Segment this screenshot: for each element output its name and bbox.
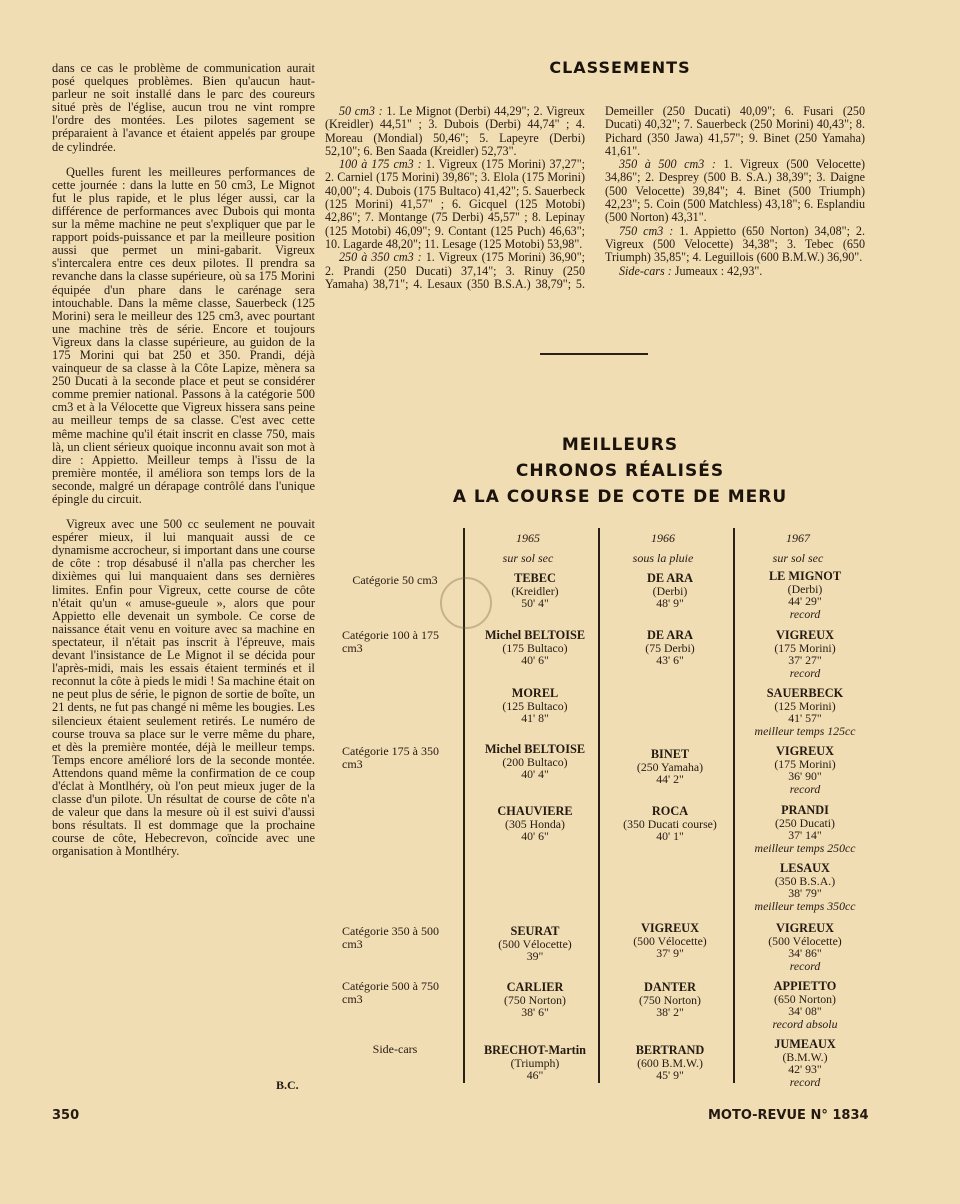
rider-name: BERTRAND bbox=[635, 1043, 705, 1057]
rider-machine: (350 Ducati course) bbox=[623, 816, 717, 831]
rider-name: BRECHOT-Martin bbox=[483, 1043, 587, 1057]
rider-machine: (500 Vélocette) bbox=[498, 936, 572, 951]
record-cell bbox=[736, 687, 874, 737]
rider-name: VIGREUX bbox=[640, 921, 700, 935]
article-text-column bbox=[52, 62, 315, 871]
record-cell bbox=[736, 980, 874, 1030]
rider-machine: (B.M.W.) bbox=[782, 1049, 828, 1064]
classement-entry bbox=[325, 158, 585, 251]
rider-time: 40' 1" bbox=[656, 829, 684, 843]
classement-category: 50 cm3 : bbox=[339, 104, 383, 118]
rider-name: Michel BELTOISE bbox=[484, 628, 586, 642]
record-cell bbox=[466, 1044, 604, 1082]
rider-name: SAUERBECK bbox=[766, 686, 844, 700]
chronos-heading-line: CHRONOS RÉALISÉS bbox=[515, 461, 725, 481]
classement-category: 350 à 500 cm3 : bbox=[619, 157, 716, 172]
chronos-heading bbox=[340, 432, 900, 510]
rider-note: meilleur temps 125cc bbox=[754, 723, 856, 738]
rider-name: DE ARA bbox=[646, 628, 694, 642]
rider-name: CHAUVIERE bbox=[497, 804, 573, 818]
rider-name: TEBEC bbox=[514, 571, 556, 585]
classement-category: 100 à 175 cm3 : bbox=[339, 157, 422, 172]
chronos-heading-line: A LA COURSE DE COTE DE MERU bbox=[452, 487, 788, 507]
rider-time: 40' 4" bbox=[521, 767, 549, 781]
rider-machine: (350 B.S.A.) bbox=[774, 873, 836, 888]
rider-machine: (175 Bultaco) bbox=[502, 640, 568, 655]
column-header-1966 bbox=[593, 528, 733, 568]
rider-name: APPIETTO bbox=[773, 979, 837, 993]
classement-results: 1. Appietto (650 Norton) 34,08"; 2. Vigreux (500 Velocette) 34,38"; 3. Tebec (650 Triumph) 35,85"; 4. Leguillois (600 B.M.W.) 36,90". bbox=[605, 223, 865, 265]
rider-note: record bbox=[789, 665, 821, 680]
rider-note: record bbox=[789, 606, 821, 621]
column-condition: sous la pluie bbox=[632, 551, 694, 565]
rider-time: 44' 2" bbox=[656, 772, 684, 786]
record-cell bbox=[466, 687, 604, 725]
classements-text bbox=[325, 105, 865, 291]
rider-machine: (600 B.M.W.) bbox=[637, 1055, 703, 1070]
rider-machine: (750 Norton) bbox=[504, 992, 566, 1007]
record-cell bbox=[736, 570, 874, 620]
rider-machine: (75 Derbi) bbox=[645, 640, 695, 655]
category-label: Catégorie 350 à 500 cm3 bbox=[342, 924, 439, 951]
record-cell bbox=[601, 572, 739, 610]
rider-machine: (200 Bultaco) bbox=[502, 754, 568, 769]
rider-machine: (650 Norton) bbox=[774, 991, 836, 1006]
rider-time: 43' 6" bbox=[656, 653, 684, 667]
rider-name: SEURAT bbox=[510, 924, 560, 938]
record-cell bbox=[466, 743, 604, 781]
rider-name: JUMEAUX bbox=[774, 1037, 836, 1051]
record-cell bbox=[601, 805, 739, 843]
rider-time: 48' 9" bbox=[656, 596, 684, 610]
rider-machine: (Kreidler) bbox=[511, 583, 559, 598]
classement-results: 1. Vigreux (500 Velocette) 34,86"; 2. Desprey (500 B. S.A.) 38,39"; 3. Daigne (500 Velocette) 39,84"; 4. Binet (500 Triumph) 42,23"; 5. Coin (500 Matchless) 43,18"; 6. Esplandiu (500 Norton) 43,31". bbox=[605, 157, 865, 225]
rider-time: 46" bbox=[526, 1068, 544, 1082]
record-cell bbox=[601, 748, 739, 786]
rider-time: 40' 6" bbox=[521, 653, 549, 667]
classement-results: 1. Vigreux (175 Morini) 36,90"; 2. Prandi (250 Ducati) 37,14"; 3. Rinuy (250 Yamaha) 38,71"; 4. Lesaux (350 B.S.A.) 38,79"; 5. Demeiller (250 Ducati) 40,09"; 6. Fusari (250 Ducati) 40,32"; 7. Sauerbeck (250 Morini) 40,43"; 8. Pichard (350 Jawa) 41,57"; 9. Binet (250 Yamaha) 41,61". bbox=[325, 104, 865, 291]
classement-entry bbox=[605, 225, 865, 265]
column-year: 1967 bbox=[786, 531, 810, 545]
rider-name: MOREL bbox=[511, 686, 559, 700]
column-header-1965 bbox=[458, 528, 598, 568]
rider-name: DANTER bbox=[644, 980, 696, 994]
rider-time: 41' 57" bbox=[788, 711, 822, 725]
column-condition: sur sol sec bbox=[502, 551, 554, 565]
rider-note: meilleur temps 250cc bbox=[754, 840, 856, 855]
rider-machine: (750 Norton) bbox=[639, 992, 701, 1007]
rider-time: 38' 79" bbox=[788, 886, 822, 900]
rider-machine: (Derbi) bbox=[787, 581, 823, 596]
section-divider bbox=[540, 353, 648, 355]
category-label: Catégorie 175 à 350 cm3 bbox=[342, 744, 439, 771]
rider-time: 44' 29" bbox=[788, 594, 822, 608]
category-label: Side-cars bbox=[372, 1042, 418, 1056]
category-label: Catégorie 50 cm3 bbox=[352, 573, 438, 587]
rider-time: 37' 27" bbox=[788, 653, 822, 667]
rider-name: CARLIER bbox=[506, 980, 564, 994]
rider-machine: (Triumph) bbox=[510, 1055, 560, 1070]
rider-machine: (500 Vélocette) bbox=[633, 933, 707, 948]
page-number: 350 bbox=[52, 1108, 80, 1123]
column-header-1967 bbox=[728, 528, 868, 568]
rider-machine: (250 Yamaha) bbox=[636, 759, 704, 774]
record-cell bbox=[466, 805, 604, 843]
article-paragraph: Quelles furent les meilleures performances de cette journée : dans la lutte en 50 cm3, Le Mignot fut le plus rapide, et le plus léger aussi, car la différence de performances avec Dubois qui monta sur la même machine ne peut s'expliquer que par le rapport poids-puissance et par la meilleure position aussi que permet un mini-gabarit. Vigreux s'intercalera entre ces deux pilotes. Il prendra sa revanche dans la classe supérieure, où sa 175 Morini équipée d'un phare dans le carénage sera intouchable. Dans la même classe, Sauerbeck (125 Morini) sera le meilleur des 125 cm3, avec pourtant une machine très de série. Encore et toujours Vigreux dans la classe supérieure, au guidon de la 175 Morini qui bat 250 et 350. Prandi, déjà vainqueur de sa classe à la Côte Lapize, mènera sa 250 Ducati à la seconde place et peut se considérer comme premier national. Passons à la catégorie 500 cm3 et à la Vélocette que Vigreux hissera sans peine au meilleur temps de sa classe. C'est avec cette même machine qu'il était inscrit en classe 750, mais là, un client sérieux quoique inconnu avait son mot à dire : Appietto. Meilleur temps à l'issu de la première montée, il améliora son temps lors de la seconde, malgré un dérapage contrôlé dans l'unique épingle du circuit. bbox=[52, 164, 315, 506]
classement-category: 250 à 350 cm3 : bbox=[339, 250, 422, 265]
rider-time: 42' 93" bbox=[788, 1062, 822, 1076]
rider-name: DE ARA bbox=[646, 571, 694, 585]
rider-note: record bbox=[789, 781, 821, 796]
rider-name: VIGREUX bbox=[775, 744, 835, 758]
record-cell bbox=[466, 925, 604, 963]
rider-time: 38' 6" bbox=[521, 1005, 549, 1019]
rider-name: Michel BELTOISE bbox=[484, 742, 586, 756]
classement-category: Side-cars : bbox=[619, 263, 672, 278]
rider-time: 45' 9" bbox=[656, 1068, 684, 1082]
classement-entry bbox=[325, 105, 585, 158]
rider-time: 50' 4" bbox=[521, 596, 549, 610]
rider-name: LESAUX bbox=[780, 861, 830, 875]
record-cell bbox=[466, 629, 604, 667]
classement-results: Jumeaux : 42,93". bbox=[671, 263, 763, 278]
rider-time: 36' 90" bbox=[788, 769, 822, 783]
record-cell bbox=[466, 981, 604, 1019]
rider-time: 39" bbox=[526, 949, 544, 963]
rider-time: 40' 6" bbox=[521, 829, 549, 843]
classement-entry bbox=[605, 265, 865, 278]
rider-time: 34' 08" bbox=[788, 1004, 822, 1018]
record-cell bbox=[736, 862, 874, 912]
category-label: Catégorie 500 à 750 cm3 bbox=[342, 979, 439, 1006]
rider-machine: (305 Honda) bbox=[505, 816, 565, 831]
rider-note: record absolu bbox=[772, 1016, 838, 1031]
classements-heading: CLASSEMENTS bbox=[549, 58, 691, 77]
rider-time: 37' 14" bbox=[788, 828, 822, 842]
chronos-heading-line: MEILLEURS bbox=[561, 435, 679, 455]
classement-results: 1. Vigreux (175 Morini) 37,27"; 2. Carniel (175 Morini) 39,86"; 3. Elola (175 Morini) 40,00"; 4. Dubois (175 Bultaco) 41,42"; 5. Sauerbeck (125 Morini) 41,57" ; 6. Gicquel (125 Motobi) 42,86"; 7. Montange (75 Derbi) 45,57" ; 8. Lepinay (125 Motobi) 46,09"; 9. Contant (125 Puch) 46,63"; 10. Lagarde 48,20"; 11. Lesage (125 Motobi) 53,98". bbox=[325, 157, 585, 251]
rider-time: 37' 9" bbox=[656, 946, 684, 960]
watermark-stamp bbox=[440, 577, 492, 629]
record-cell bbox=[601, 629, 739, 667]
record-cell bbox=[736, 745, 874, 795]
category-label: Catégorie 100 à 175 cm3 bbox=[342, 628, 439, 655]
record-cell bbox=[601, 981, 739, 1019]
rider-machine: (125 Bultaco) bbox=[502, 698, 568, 713]
rider-name: LE MIGNOT bbox=[768, 569, 842, 583]
record-cell bbox=[601, 922, 739, 960]
rider-note: record bbox=[789, 958, 821, 973]
author-signature: B.C. bbox=[276, 1078, 299, 1092]
record-cell bbox=[736, 629, 874, 679]
rider-time: 41' 8" bbox=[521, 711, 549, 725]
record-cell bbox=[736, 1038, 874, 1088]
rider-machine: (500 Vélocette) bbox=[768, 933, 842, 948]
column-year: 1966 bbox=[651, 531, 675, 545]
article-paragraph: Vigreux avec une 500 cc seulement ne pouvait espérer mieux, il lui manquait aussi de ce dynamisme accrocheur, si important dans une course de côte : trop désabusé il n'alla pas chercher les dixièmes qui lui manquaient dans ses dernières limites. Enfin pour Vigreux, cette course de côte n'était qu'un « amuse-gueule », alors que pour Appietto elle devenait un symbole. Ce corse de naissance était venu en voiture avec sa machine en spectateur, il n'était pas inscrit à l'épreuve, mais devant l'insistance de Le Mignot il se décida pour l'après-midi, mais les essais étaient terminés et il reconnut la côte à pieds le midi ! Sa machine était on ne peut plus de série, le pignon de sortie de boîte, un 21 dents, ne fut pas changé ni même les bougies. Les silencieux étaient seulement retirés. Le numéro de course trouva sa place sur le verre même du phare, et dès la première montée, déjà le meilleur temps. Temps encore amélioré lors de la seconde montée. Attendons quand même la confirmation de ce coup d'éclat à Montlhéry, où l'on peut mieux juger de la classe d'un pilote. Un résultat de course de côte n'a de valeur que dans la mesure où il est suivi d'aussi bons résultats. Il est dommage que la prochaine course de côte, Hebecrevon, coïncide avec une organisation à Montlhéry. bbox=[52, 517, 315, 859]
rider-machine: (250 Ducati) bbox=[775, 815, 835, 830]
column-year: 1965 bbox=[516, 531, 540, 545]
record-cell bbox=[736, 922, 874, 972]
rider-name: PRANDI bbox=[781, 803, 829, 817]
magazine-issue: MOTO-REVUE N° 1834 bbox=[708, 1108, 869, 1123]
rider-name: BINET bbox=[650, 747, 690, 761]
classement-category: 750 cm3 : bbox=[619, 223, 674, 238]
rider-time: 34' 86" bbox=[788, 946, 822, 960]
rider-machine: (175 Morini) bbox=[774, 640, 836, 655]
rider-machine: (125 Morini) bbox=[774, 698, 836, 713]
classement-results: 1. Le Mignot (Derbi) 44,29"; 2. Vigreux (Kreidler) 44,51" ; 3. Dubois (Derbi) 44,74" ; 4. Moreau (Mondial) 50,46"; 5. Lapeyre (Derbi) 52,10"; 6. Ben Saada (Kreidler) 52,73". bbox=[325, 104, 585, 158]
chronos-table bbox=[330, 528, 875, 1093]
column-condition: sur sol sec bbox=[772, 551, 824, 565]
record-cell bbox=[736, 804, 874, 854]
rider-note: record bbox=[789, 1074, 821, 1089]
classement-entry bbox=[605, 158, 865, 224]
rider-machine: (175 Morini) bbox=[774, 756, 836, 771]
rider-note: meilleur temps 350cc bbox=[754, 898, 856, 913]
rider-name: ROCA bbox=[651, 804, 689, 818]
record-cell bbox=[601, 1044, 739, 1082]
article-paragraph: dans ce cas le problème de communication aurait posé quelques problèmes. Bien qu'aucun haut-parleur ne soit installé dans le parc des coureurs situé près de l'église, aucun trou ne vint rompre l'ordre des montées. Les pilotes sagement se préparaient à l'avance et étaient appelés par groupe de cylindrée. bbox=[52, 61, 315, 154]
rider-name: VIGREUX bbox=[775, 921, 835, 935]
rider-machine: (Derbi) bbox=[652, 583, 688, 598]
rider-time: 38' 2" bbox=[656, 1005, 684, 1019]
rider-name: VIGREUX bbox=[775, 628, 835, 642]
